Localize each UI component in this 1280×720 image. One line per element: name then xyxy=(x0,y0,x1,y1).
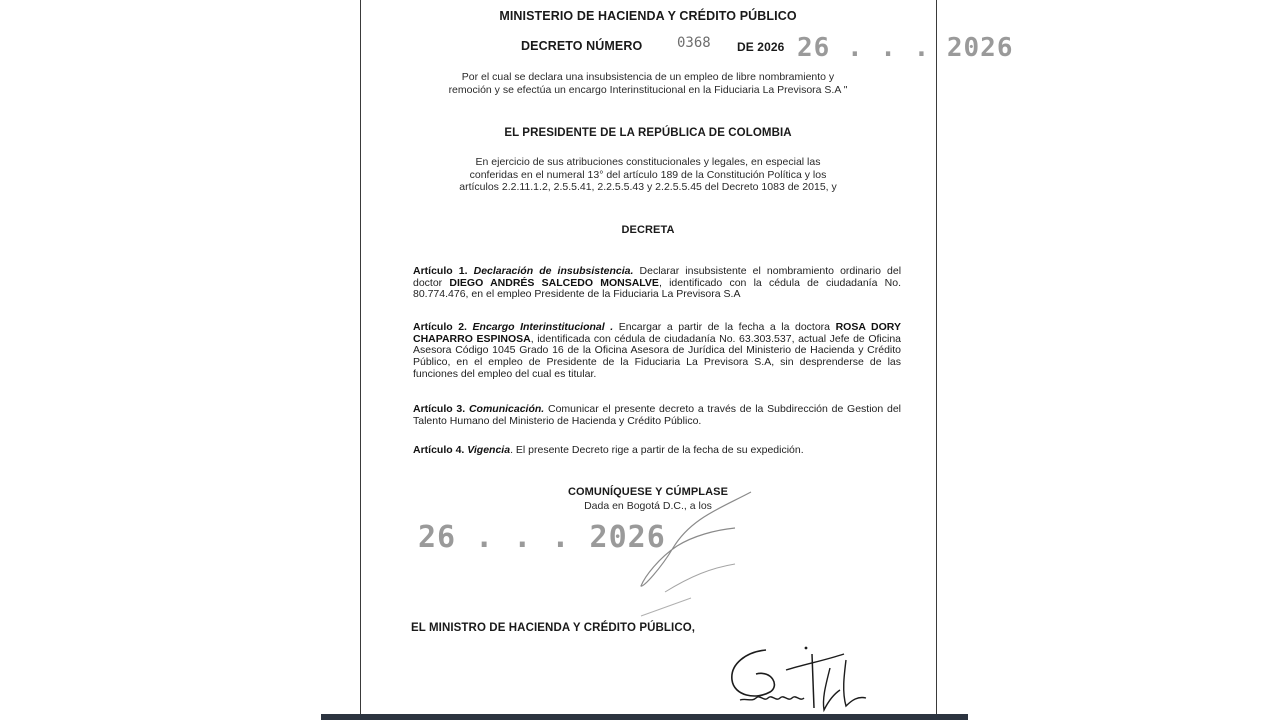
minister-signature xyxy=(726,640,876,716)
minister-title: EL MINISTRO DE HACIENDA Y CRÉDITO PÚBLICO, xyxy=(411,622,696,634)
ministry-header: MINISTERIO DE HACIENDA Y CRÉDITO PÚBLICO xyxy=(499,9,797,23)
document-page xyxy=(360,0,1014,720)
subject xyxy=(401,71,895,96)
article-4-title: Vigencia xyxy=(467,444,511,456)
subject-line-1: Por el cual se declara una insubsistencia de un empleo de libre nombramiento y xyxy=(461,71,835,83)
article-4-text: . El presente Decreto rige a partir de la fecha de su expedición. xyxy=(510,444,804,456)
article-1-label: Artículo 1. xyxy=(413,265,468,277)
date-stamp-bottom: 26 . . . 2026 xyxy=(418,520,666,555)
decree-number: 0368 xyxy=(677,35,711,51)
president-title: EL PRESIDENTE DE LA REPÚBLICA DE COLOMBIA xyxy=(504,127,792,139)
article-4 xyxy=(413,445,901,457)
preamble xyxy=(401,156,895,194)
article-2-title: Encargo Interinstitucional . xyxy=(472,321,614,333)
decree-year: DE 2026 xyxy=(737,40,785,54)
article-2-name: ROSA DORY CHAPARRO ESPINOSA xyxy=(413,321,902,345)
subject-line-2: remoción y se efectúa un encargo Interinstitucional en la Fiduciaria La Previsora S.A " xyxy=(448,83,848,96)
article-4-label: Artículo 4. xyxy=(413,444,465,456)
article-2-label: Artículo 2. xyxy=(413,321,467,333)
article-2 xyxy=(413,322,901,381)
closing-formula: COMUNÍQUESE Y CÚMPLASE xyxy=(567,486,729,498)
preamble-line-3: artículos 2.2.11.1.2, 2.5.5.41, 2.2.5.5.43 y 2.2.5.5.45 del Decreto 1083 de 2015, y xyxy=(459,181,837,194)
date-stamp-top: 26 . . . 2026 xyxy=(797,33,1014,63)
article-3-title: Comunicación. xyxy=(468,403,545,415)
article-1 xyxy=(413,266,901,301)
preamble-line-1: En ejercicio de sus atribuciones constitucionales y legales, en especial las xyxy=(475,156,821,168)
decreta-heading: DECRETA xyxy=(621,224,675,236)
article-3-text: Comunicar el presente decreto a través de la Subdirección de Gestion del Talento Humano del Ministerio de Hacienda y Crédito Público. xyxy=(413,403,902,427)
article-1-name: DIEGO ANDRÉS SALCEDO MONSALVE xyxy=(449,276,659,289)
initials-mark xyxy=(631,488,761,618)
article-3-label: Artículo 3. xyxy=(413,403,466,415)
decree-label: DECRETO NÚMERO xyxy=(521,39,643,53)
bottom-band xyxy=(321,714,968,720)
preamble-line-2: conferidas en el numeral 13° del artículo 189 de la Constitución Política y los xyxy=(469,168,827,181)
article-2-text-1: Encargar a partir de la fecha a la doctora xyxy=(618,321,831,333)
article-2-text-2: , identificada con cédula de ciudadanía No. 63.303.537, actual Jefe de Oficina Asesora Código 1045 Grado 16 de la Oficina Asesora de Jurídica del Ministerio de Hacienda y Crédito Público, en el empleo de Presidente de la Fiduciaria La Previsora S.A, sin desprenderse de las funciones del empleo del cual es titular. xyxy=(413,332,901,380)
given-in: Dada en Bogotá D.C., a los xyxy=(584,500,712,512)
article-1-text-2: , identificado con la cédula de ciudadanía No. 80.774.476, en el empleo Presidente de la Fiduciaria La Previsora S.A xyxy=(413,276,901,301)
article-1-text-1: Declarar insubsistente el nombramiento ordinario del doctor xyxy=(413,265,902,289)
article-3 xyxy=(413,404,901,427)
article-1-title: Declaración de insubsistencia. xyxy=(473,265,634,277)
